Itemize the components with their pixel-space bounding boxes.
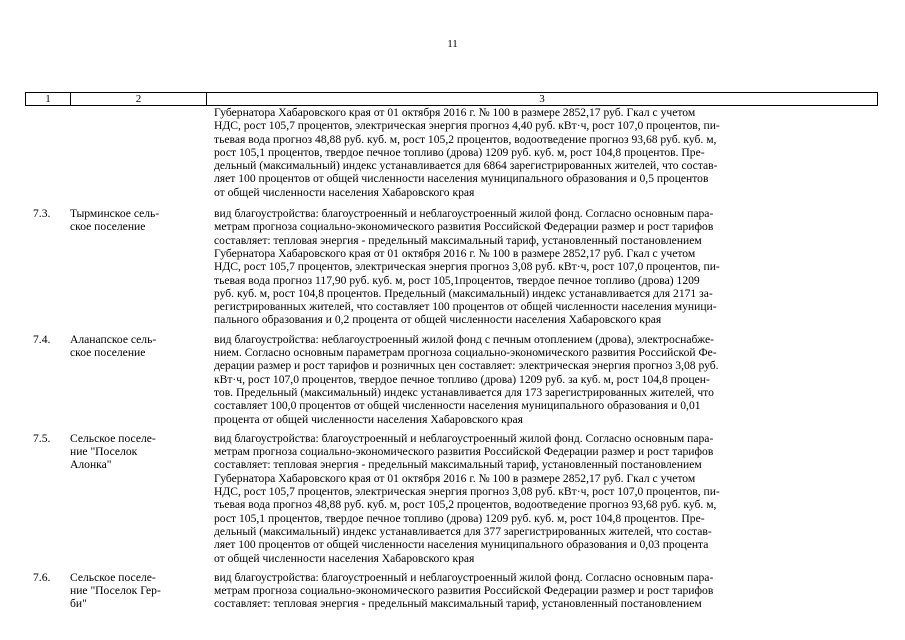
row-description: вид благоустройства: благоустроенный и неблагоустроенный жилой фонд. Согласно основным пара- метрам прогноза социально-экономического развития Российской Федерации размер и рост тарифов составляет: тепловая энергия - предельный максимальный тариф, установленный постановлением xyxy=(214,570,714,611)
column-header-row xyxy=(26,93,878,106)
column-header-table xyxy=(25,92,878,106)
row-description: вид благоустройства: благоустроенный и неблагоустроенный жилой фонд. Согласно основным пара- метрам прогноза социально-экономического развития Российской Федерации размер и рост тарифов составляет: тепловая энергия - предельный максимальный тариф, установленный постановлением Губернатора Хабаровского края от 01 октября 2016 г. № 100 в размере 2852,17 руб. Гкал с учетом НДС, рост 105,7 процентов, электрическая энергия прогноз 3,08 руб. кВт·ч, рост 107,0 процентов, пи- тьевая вода прогноз 48,88 руб. куб. м, рост 105,2 процентов, водоотведение прогноз 93,68 руб. куб. м, рост 105,1 процентов, твердое печное топливо (дрова) 1209 руб. куб. м, рост 104,8 процентов. Пре- дельный (максимальный) индекс устанавливается для 377 зарегистрированных жителей, что состав- ляет 100 процентов от общей численности населения муниципального образования и 0,03 процента от общей численности населения Хабаровского края xyxy=(214,431,720,565)
settlement-name: Сельское поселе- ние "Поселок Гер- би" xyxy=(70,570,161,611)
row-description: вид благоустройства: благоустроенный и неблагоустроенный жилой фонд. Согласно основным пара- метрам прогноза социально-экономического развития Российской Федерации размер и рост тарифов составляет: тепловая энергия - предельный максимальный тариф, установленный постановлением Губернатора Хабаровского края от 01 октября 2016 г. № 100 в размере 2852,17 руб. Гкал с учетом НДС, рост 105,7 процентов, электрическая энергия прогноз 3,08 руб. кВт·ч, рост 107,0 процентов, пи- тьевая вода прогноз 117,90 руб. куб. м, рост 105,1процентов, твердое печное топливо (дрова) 1209 руб. куб. м, рост 104,8 процентов. Предельный (максимальный) индекс устанавливается для 2171 за- регистрированных жителей, что составляет 100 процентов от общей численности населения муници- пального образования и 0,2 процента от общей численности населения Хабаровского края xyxy=(214,207,720,327)
settlement-name: Тырминское сель- ское поселение xyxy=(70,207,160,234)
row-number: 7.6. xyxy=(33,570,51,584)
table-row xyxy=(25,571,877,611)
continuation-text xyxy=(214,106,878,199)
row-number: 7.3. xyxy=(33,207,51,221)
row-number: 7.5. xyxy=(33,431,51,445)
text-line: Губернатора Хабаровского края от 01 октября 2016 г. № 100 в размере 2852,17 руб. Гкал с учетом xyxy=(214,106,696,119)
column-header-2: 2 xyxy=(71,93,207,106)
text-line: НДС, рост 105,7 процентов, электрическая энергия прогноз 4,40 руб. кВт·ч, рост 107,0 процентов, пи- xyxy=(214,119,720,133)
row-description: вид благоустройства: неблагоустроенный жилой фонд с печным отоплением (дрова), электроснабже- нием. Согласно основным параметрам прогноза социально-экономического развития Российской Фе- дерации размер и рост тарифов и розничных цен составляет: электрическая энергия прогноз 3,08 руб. кВт·ч, рост 107,0 процентов, твердое печное топливо (дрова) 1209 руб. за куб. м, рост 104,8 процен- тов. Предельный (максимальный) индекс устанавливается для 173 зарегистрированных жителей, что составляет 100,0 процентов от общей численности населения муниципального образования и 0,01 процента от общей численности населения Хабаровского края xyxy=(214,332,719,426)
text-line: дельный (максимальный) индекс устанавливается для 6864 зарегистрированных жителей, что состав- xyxy=(214,159,718,173)
text-line: от общей численности населения Хабаровского края xyxy=(214,185,475,199)
column-header-1: 1 xyxy=(26,93,71,106)
page-number: 11 xyxy=(447,38,458,50)
text-line: тьевая вода прогноз 48,88 руб. куб. м, рост 105,2 процентов, водоотведение прогноз 93,68 руб. куб. м, xyxy=(214,132,717,146)
settlement-name: Аланапское сель- ское поселение xyxy=(70,332,157,360)
column-header-3: 3 xyxy=(207,93,878,106)
table-row xyxy=(25,333,877,426)
row-number: 7.4. xyxy=(33,332,51,346)
text-line: рост 105,1 процентов, твердое печное топливо (дрова) 1209 руб. куб. м, рост 104,8 процентов. Пре- xyxy=(214,145,705,159)
document-body xyxy=(25,106,877,617)
continuation-row xyxy=(25,106,877,199)
table-row xyxy=(25,432,877,565)
table-row xyxy=(25,207,877,327)
text-line: ляет 100 процентов от общей численности населения муниципального образования и 0,5 процентов xyxy=(214,172,709,186)
settlement-name: Сельское поселе- ние "Поселок Алонка" xyxy=(70,431,156,472)
